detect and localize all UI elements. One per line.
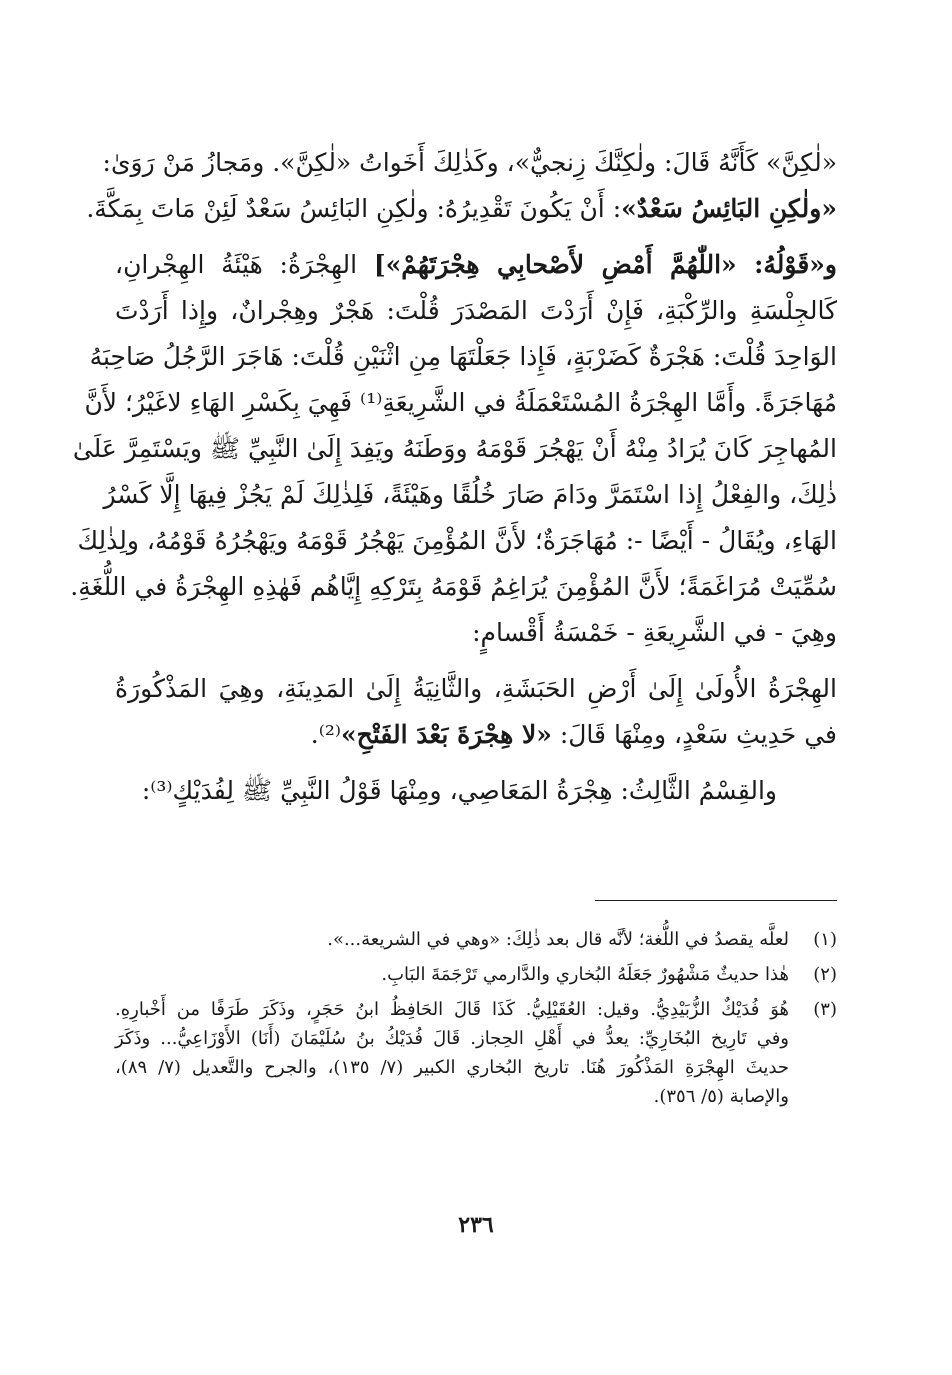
text-line: سُمِّيَتْ مُرَاغَمَةً؛ لأَنَّ المُؤْمِنَ يُرَاغِمُ قَوْمَهُ بِتَرْكِهِ إِيَّاهُم فَهٰذِهِ الهِجْرَةُ في اللُّغَةِ. xyxy=(70,572,837,601)
text-line: «لٰكِنَّ» كَأَنَّهُ قَالَ: ولٰكِنَّكَ زِنجيٌّ»، وكَذٰلِكَ أَخَواتُ «لٰكِنَّ». ومَجازُ مَنْ رَوَىٰ: xyxy=(102,148,837,177)
footnote-number: (٣) xyxy=(813,999,837,1020)
footnote-text: لعلَّه يقصدُ في اللُّغة؛ لأنَّه قال بعد ذٰلِكَ: «وهي في الشريعة...». xyxy=(327,929,789,950)
footnote-number: (١) xyxy=(813,929,837,950)
text-line xyxy=(115,712,837,758)
text-run: : أَنْ يَكُونَ تَقْدِيرُهُ: ولٰكِنِ البَائِسُ سَعْدٌ لَئِنْ مَاتَ بِمَكَّةَ. xyxy=(86,194,622,223)
text-line: وهِيَ - في الشَّرِيعَةِ - خَمْسَةُ أَقْسامٍ: xyxy=(472,618,837,647)
footnote-text: هُوَ فُدَيْكٌ الزُّبَيْدِيُّ. وقيل: العُقَيْلِيُّ. كَذَا قَالَ الحَافِظُ ابنُ حَجَرٍ، وذَكَرَ طَرَفًا من أَخْبارِهِ. xyxy=(115,999,789,1020)
text-run: في حَدِيثِ سَعْدٍ، ومِنْهَا قَالَ: xyxy=(551,720,837,749)
main-text xyxy=(70,140,837,814)
footnote-text: هٰذا حديثٌ مَشْهُورٌ جَعَلَهُ البُخاري والدَّارمي تَرْجَمَةَ البَابِ. xyxy=(381,964,789,985)
footnote-3 xyxy=(115,995,837,1111)
text-line xyxy=(115,242,837,288)
footnote-text: حديثَ الهِجْرَةِ المَذْكُورَ هُنَا. تاريخ البُخاري الكبير (٧/ ١٣٥)، والجرح والتَّعديل (٧/ ٨٩)، xyxy=(115,1057,790,1078)
footnote-1 xyxy=(115,925,837,954)
text-line: الهَاءِ، ويُقَالُ - أَيْضًا -: مُهَاجَرَةٌ؛ لأَنَّ المُؤْمِنَ يَهْجُرُ قَوْمَهُ ويَهْجُرُهُ قَوْمُهُ، ولِذٰلِكَ xyxy=(77,526,837,555)
footnote-text: وفي تَارِيخ البُخَارِيِّ: يعدُّ في أَهْلِ الحِجاز. قَالَ فُدَيْكُ بنُ سُلَيْمَانَ (أَنَا) الأَوْزَاعِيُّ... وذَكَرَ xyxy=(115,1028,789,1049)
footnote-number: (٢) xyxy=(813,964,837,985)
footnote-separator xyxy=(595,900,837,901)
text-line: مُهَاجَرَةً. وأَمَّا الهِجْرَةُ المُسْتَعْمَلَةُ في الشَّرِيعَةِ⁽¹⁾ فَهِيَ بِكَسْرِ الهَاءِ لاغَيْرُ؛ لأَنَّ xyxy=(84,388,837,417)
text-line: الهِجْرَةُ الأُولَىٰ إِلَىٰ أَرْضِ الحَبَشَةِ، والثَّانِيَةُ إِلَىٰ المَدِينَةِ، وهِيَ المَذْكُورَةُ xyxy=(115,674,837,703)
footnotes xyxy=(115,925,837,1111)
footnote-text: والإصابة (٥/ ٣٥٦). xyxy=(653,1086,789,1107)
text-line xyxy=(86,186,837,232)
hadith-heading: و«قَوْلُهُ: «اللّٰهُمَّ أَمْضِ لأَصْحابِي هِجْرَتَهُمْ»] xyxy=(373,250,837,279)
text-line: المُهاجِرَ كَانَ يُرَادُ مِنْهُ أَنْ يَهْجُرَ قَوْمَهُ ووَطَنَهُ ويَفِدَ إِلَىٰ النَّبِيِّ ﷺ ويَسْتَمِرَّ عَلَىٰ xyxy=(72,434,837,463)
text-line: والقِسْمُ الثَّالِثُ: هِجْرَةُ المَعَاصِي، ومِنْهَا قَوْلُ النَّبِيِّ ﷺ لِفُدَيْكٍ⁽³⁾: xyxy=(141,776,777,805)
footnote-2 xyxy=(115,960,837,989)
text-run: الهِجْرَةُ: هَيْئَةُ الهِجْرانِ، xyxy=(115,250,374,279)
page-number: ٢٣٦ xyxy=(458,1212,494,1238)
text-line: كَالجِلْسَةِ والرِّكْبَةِ، فَإِنْ أَرَدْتَ المَصْدَرَ قُلْتَ: هَجْرٌ وهِجْرانٌ، وإِذا أَرَدْتَ xyxy=(115,296,837,325)
footnote-ref: ⁽²⁾. xyxy=(310,720,342,749)
text-line: ذٰلِكَ، والفِعْلُ إِذا اسْتَمَرَّ ودَامَ صَارَ خُلُقًا وهَيْئَةً، فَلِذٰلِكَ لَمْ يَجُزْ فِيهَا إِلَّا كَسْرُ xyxy=(103,480,837,509)
quoted-phrase: «ولٰكِنِ البَائِسُ سَعْدٌ» xyxy=(621,194,837,223)
hadith-quote: «لا هِجْرَةَ بَعْدَ الفَتْحِ» xyxy=(341,720,552,749)
text-line: الوَاحِدَ قُلْتَ: هَجْرَةٌ كَضَرْبَةٍ، فَإِذا جَعَلْتَهَا مِنِ اثْنَيْنِ قُلْتَ: هَاجَرَ الرَّجُلُ صَاحِبَهُ xyxy=(89,342,837,371)
